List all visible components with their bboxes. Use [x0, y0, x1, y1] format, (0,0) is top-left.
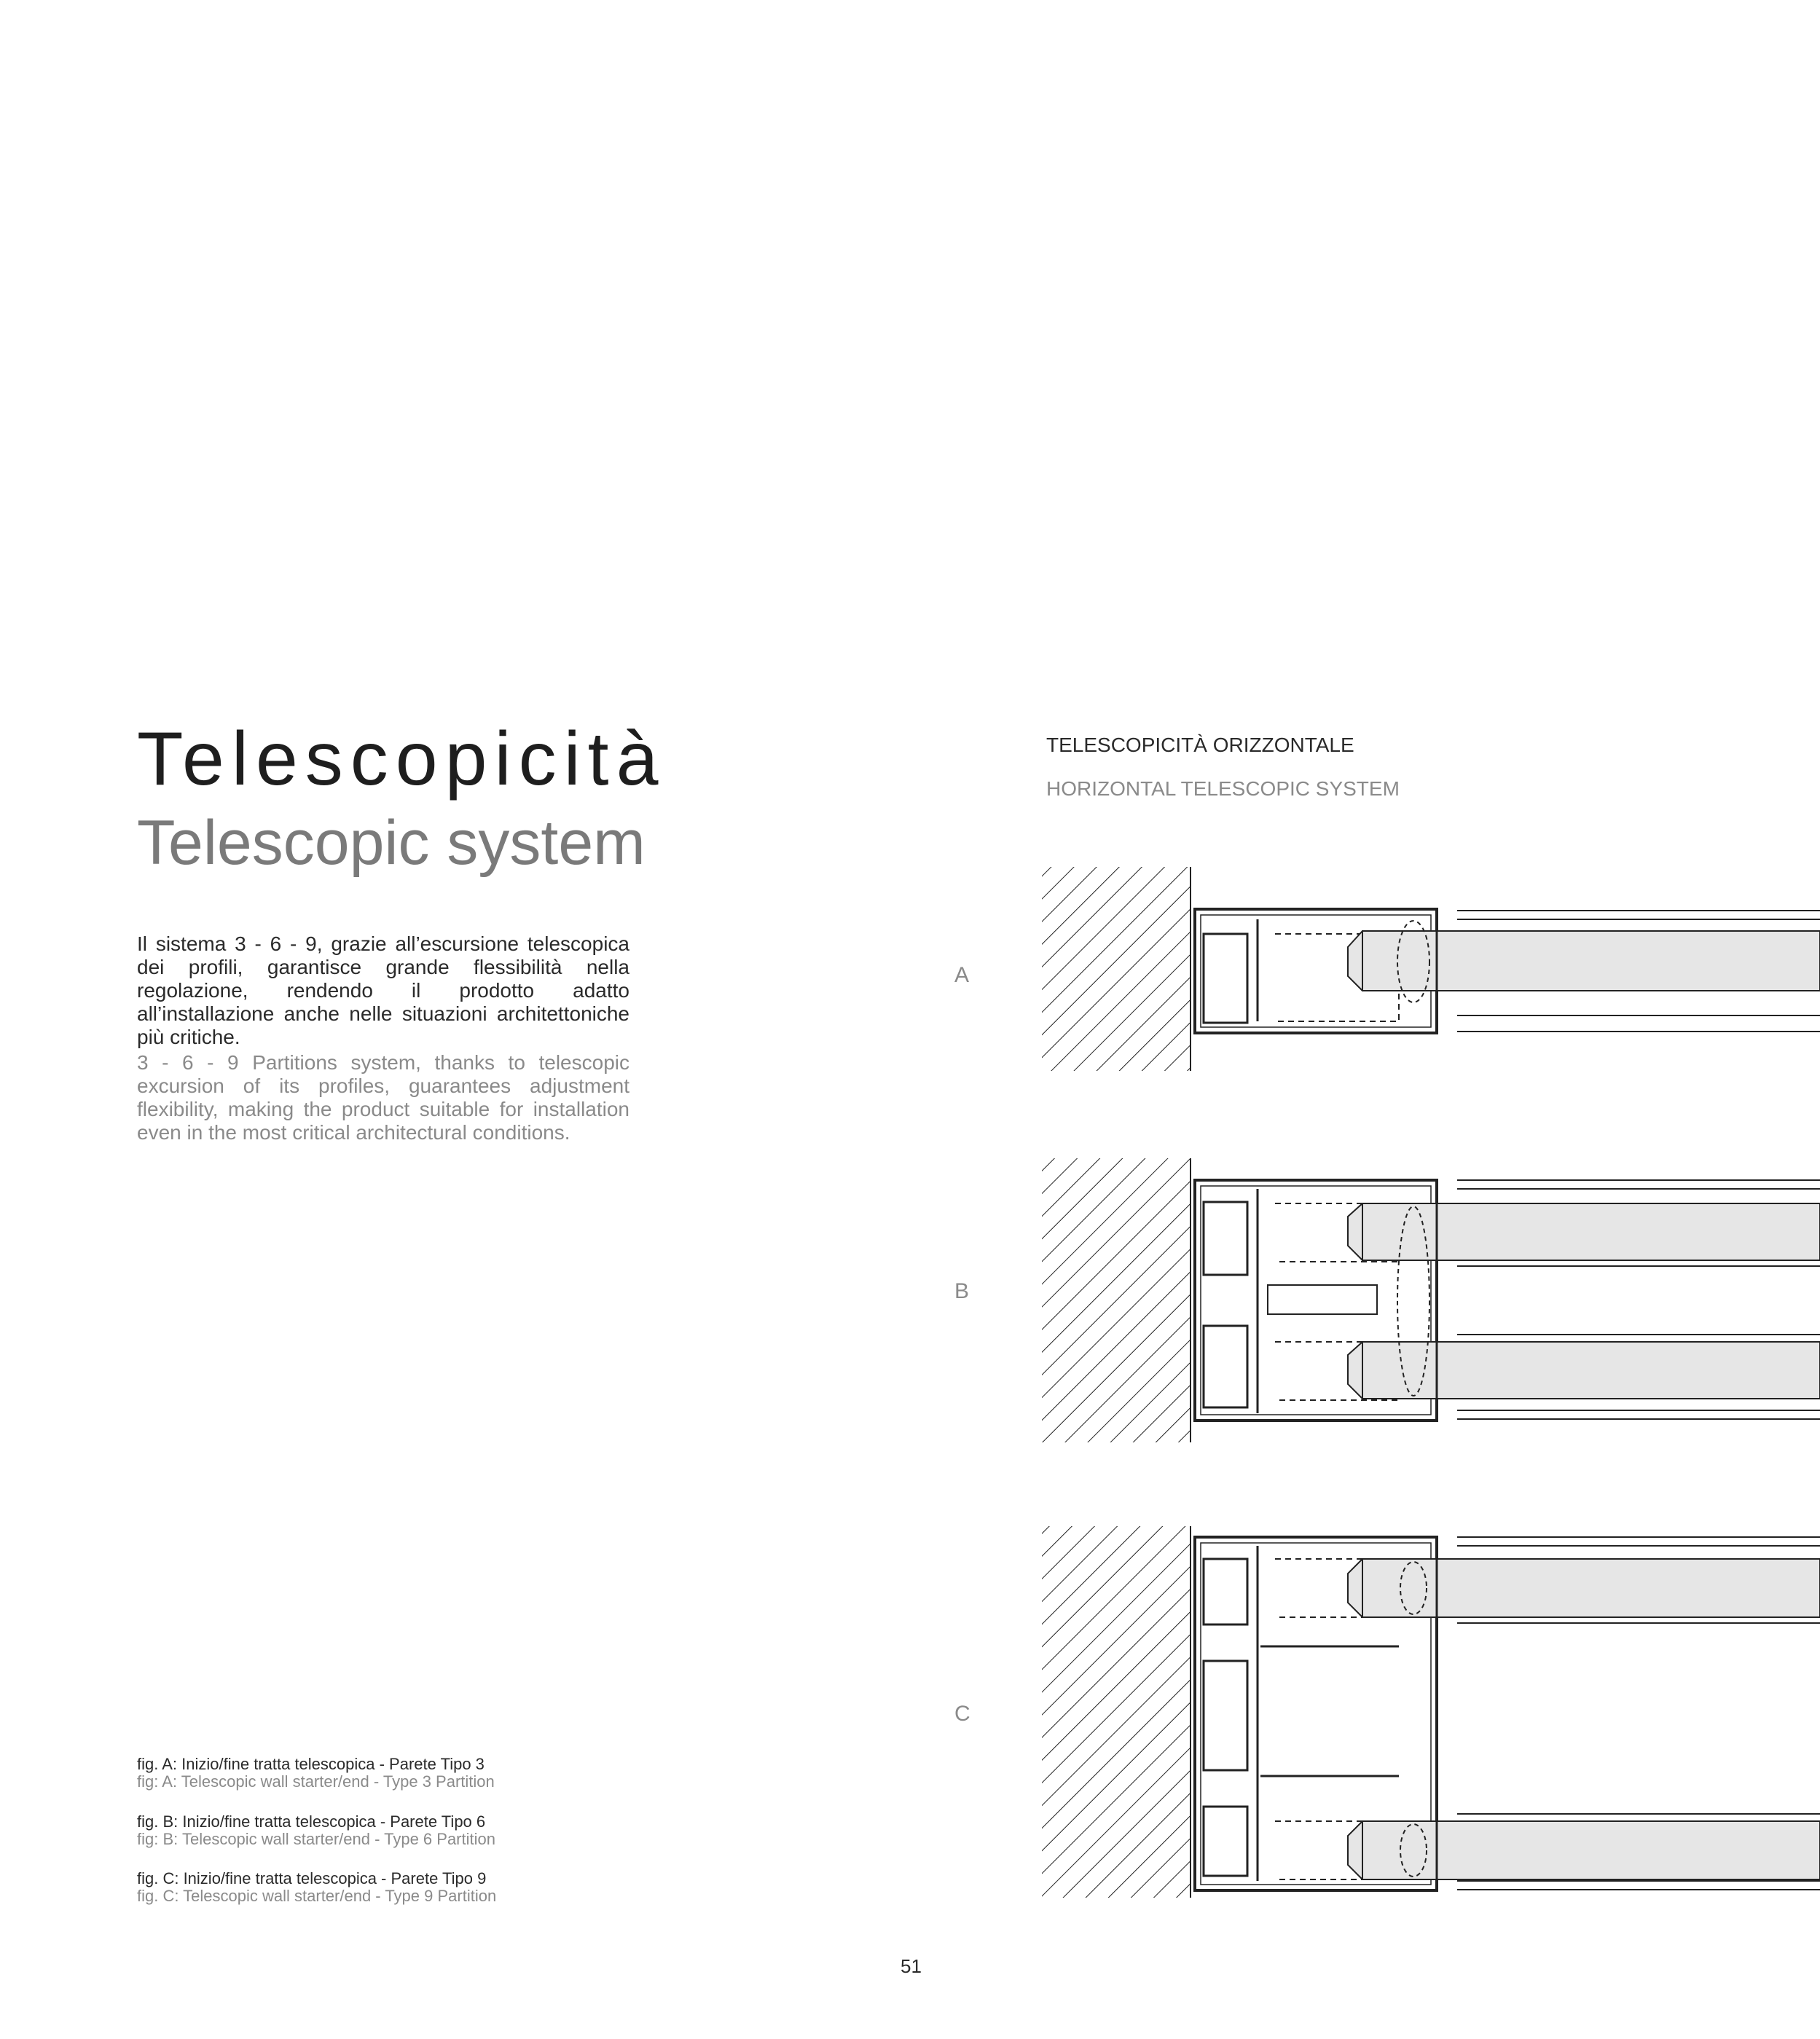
section-subtitle: HORIZONTAL TELESCOPIC SYSTEM: [1046, 777, 1400, 800]
caption-italian: fig. B: Inizio/fine tratta telescopica - Parete Tipo 6: [137, 1812, 486, 1831]
section-drawing-b: [1042, 1158, 1820, 1442]
figure-caption-b: [137, 1813, 495, 1848]
page-title: Telescopicità: [137, 717, 666, 801]
figure-label-a: A: [954, 963, 970, 987]
caption-english: fig: B: Telescopic wall starter/end - Type 6 Partition: [137, 1830, 495, 1848]
section-title: TELESCOPICITÀ ORIZZONTALE: [1046, 734, 1354, 756]
page-subtitle: Telescopic system: [137, 808, 646, 878]
section-drawing-c: [1042, 1526, 1820, 1898]
caption-english: fig: A: Telescopic wall starter/end - Type 3 Partition: [137, 1772, 495, 1791]
figure-caption-a: [137, 1756, 495, 1791]
caption-english: fig. C: Telescopic wall starter/end - Type 9 Partition: [137, 1887, 497, 1905]
technical-drawing: [1020, 852, 1820, 1909]
figure-caption-c: [137, 1870, 496, 1905]
body-text-italian: Il sistema 3 - 6 - 9, grazie all’escursione telescopica dei profili, garantisce grande flessibilità nella regolazione, rendendo il prodotto adatto all’installazione anche nelle situazioni architettoniche più critiche.: [137, 932, 629, 1048]
caption-italian: fig. C: Inizio/fine tratta telescopica - Parete Tipo 9: [137, 1869, 487, 1887]
caption-italian: fig. A: Inizio/fine tratta telescopica - Parete Tipo 3: [137, 1755, 485, 1773]
page-number: 51: [901, 1955, 922, 1977]
section-drawing-a: [1042, 867, 1820, 1071]
figure-label-c: C: [954, 1702, 970, 1726]
figure-label-b: B: [954, 1279, 970, 1303]
body-text-english: 3 - 6 - 9 Partitions system, thanks to telescopic excursion of its profiles, guarantees adjustment flexibility, making the product suitable for installation even in the most critical architectural conditions.: [137, 1051, 629, 1144]
